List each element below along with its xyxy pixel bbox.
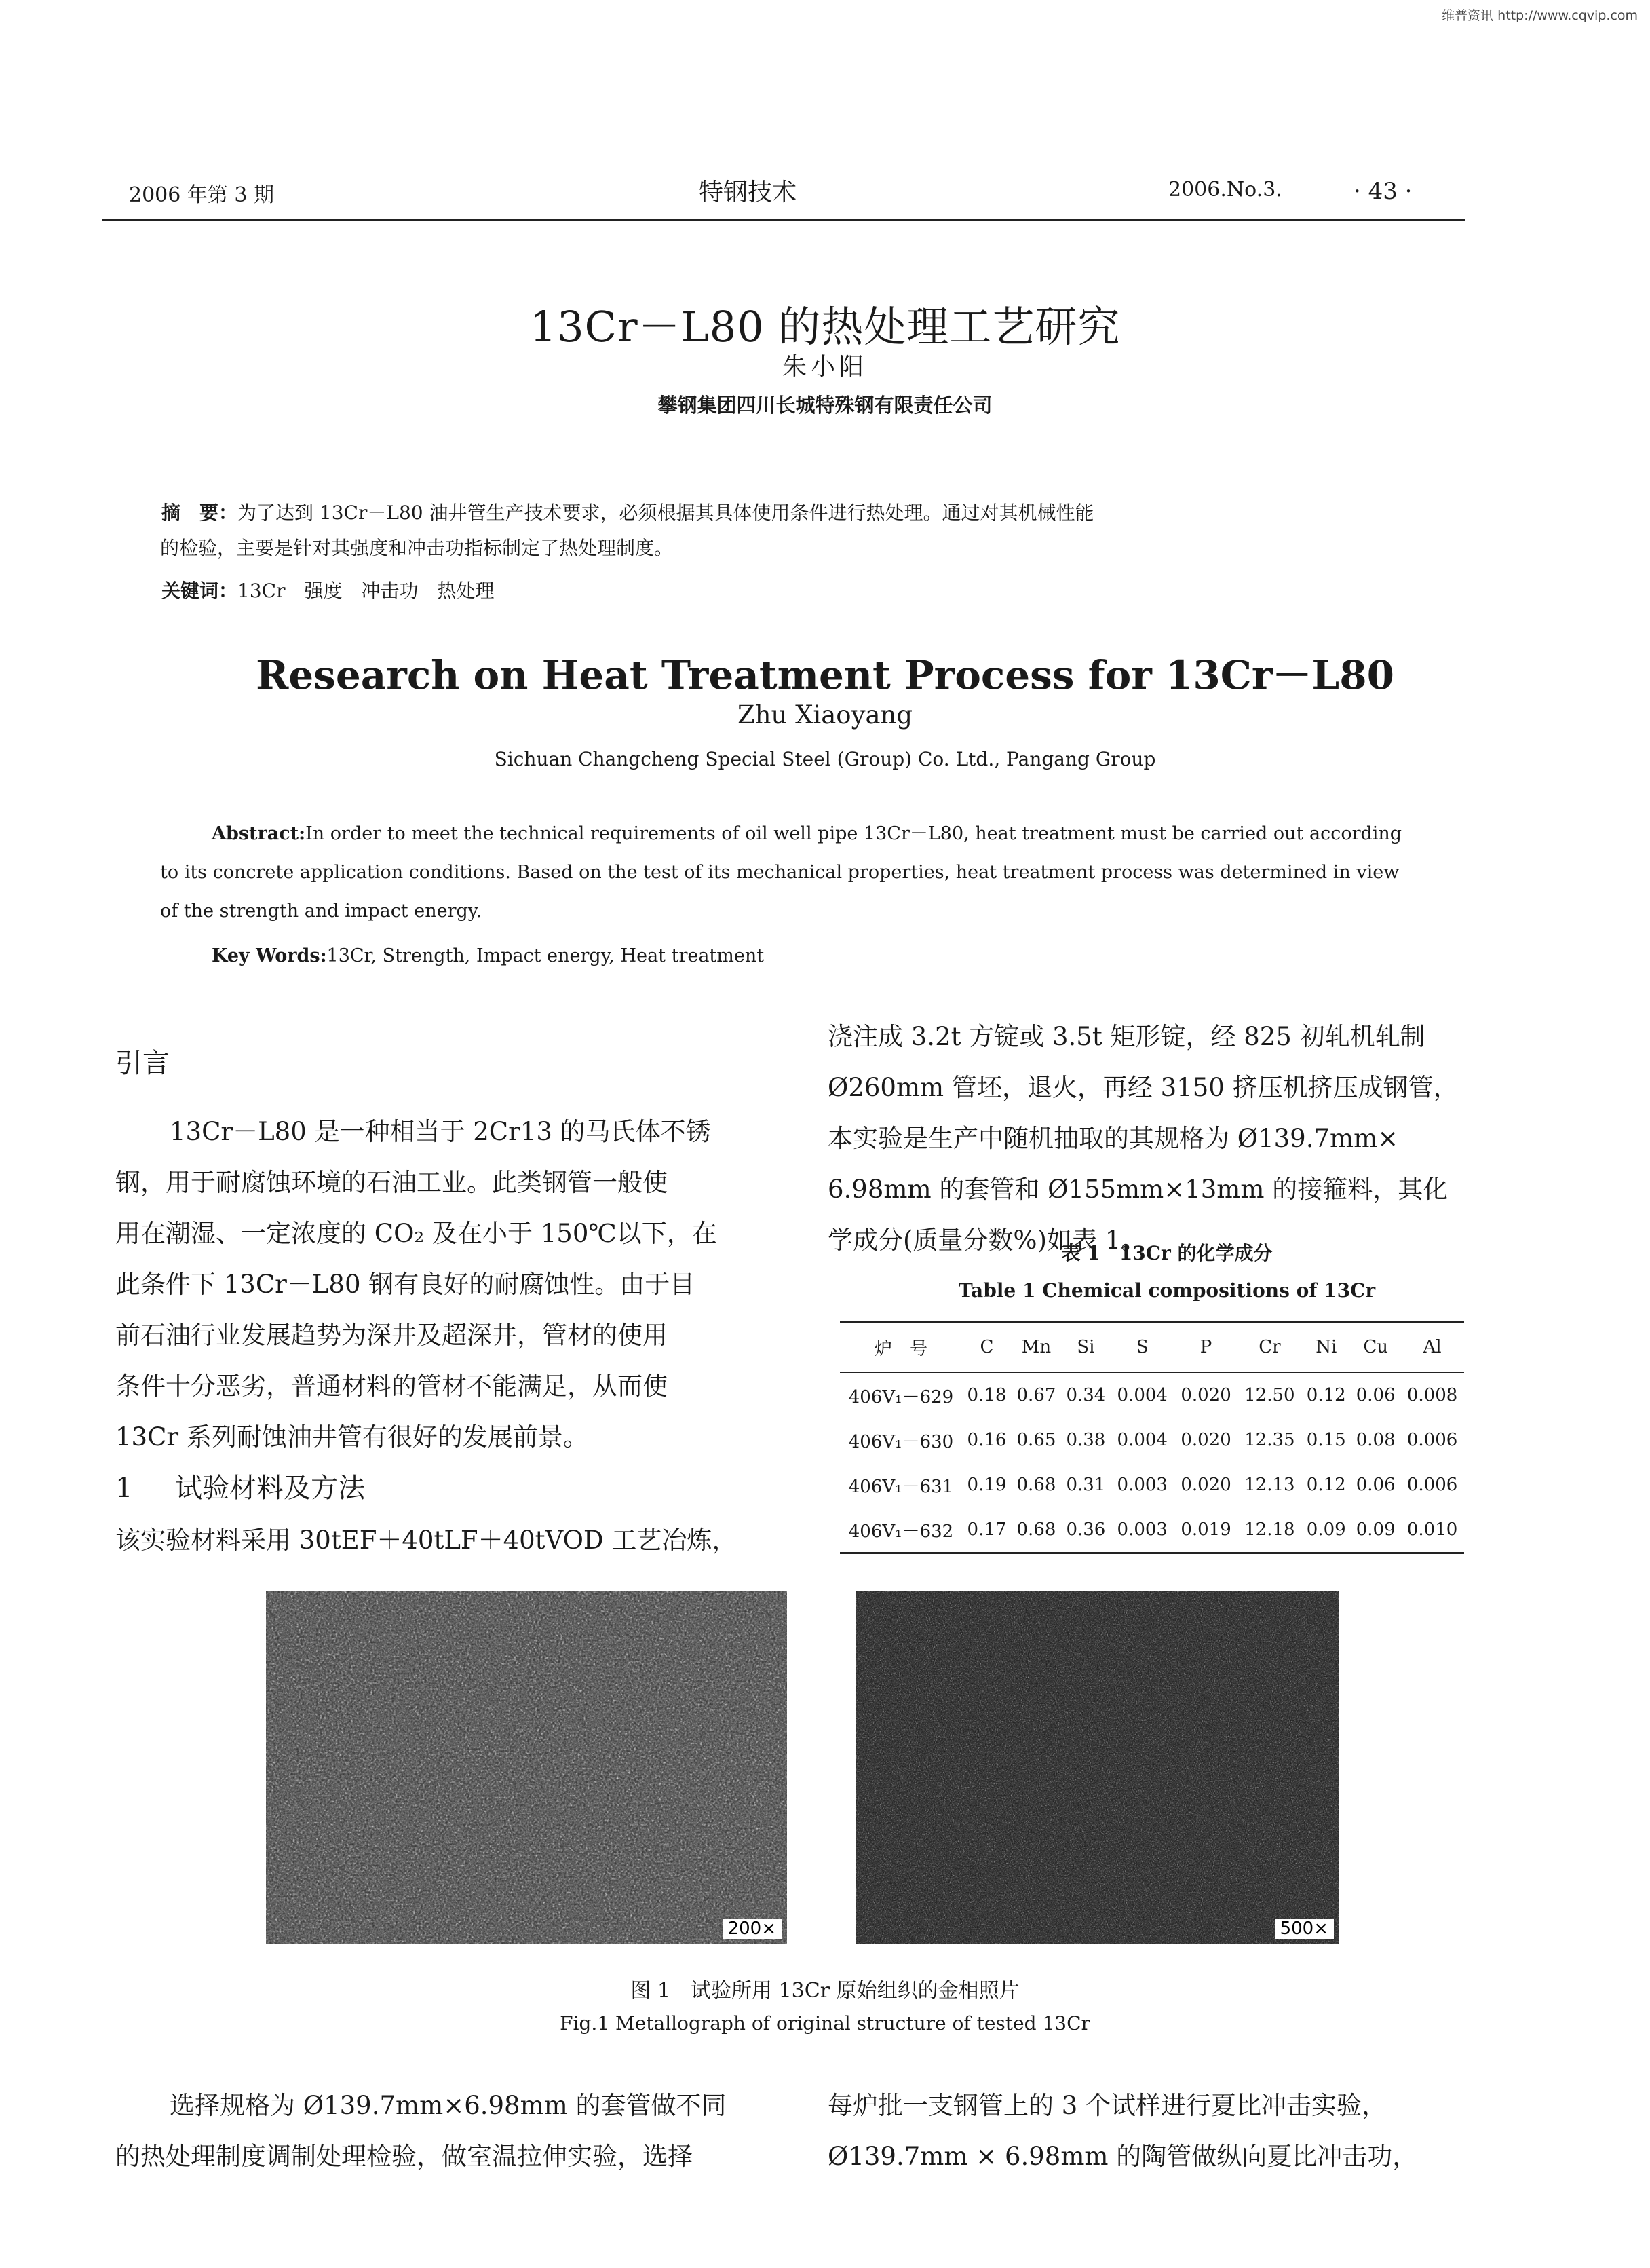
table1 (840, 1321, 1464, 1554)
table-cell: 0.006 (1406, 1430, 1458, 1450)
table-cell: 0.09 (1306, 1519, 1346, 1540)
table-cell: 12.50 (1244, 1385, 1295, 1405)
table-cell: 406V₁－630 (848, 1431, 954, 1452)
table1-header-cell: P (1200, 1337, 1212, 1357)
header-issue-en: 2006.No.3. (1168, 178, 1282, 202)
table1-header-cell: Ni (1316, 1337, 1337, 1357)
keywords-cn-label: 关键词： (161, 580, 238, 602)
table1-header-cell: Si (1077, 1337, 1095, 1357)
table-cell: 0.15 (1306, 1430, 1346, 1450)
table-cell: 0.16 (967, 1430, 1007, 1450)
abstract-en-line1 (212, 814, 1433, 853)
right-col-line: Ø260mm 管坯，退火，再经 3150 挤压机挤压成钢管， (828, 1073, 1459, 1102)
abstract-cn-label: 摘 要： (161, 502, 238, 524)
keywords-cn (161, 573, 1444, 608)
table-cell: 0.020 (1181, 1475, 1231, 1495)
table-row (840, 1462, 1464, 1507)
keywords-en-text: 13Cr, Strength, Impact energy, Heat treatment (326, 945, 765, 966)
bottom-right-line1: 每炉批一支钢管上的 3 个试样进行夏比冲击实验， (828, 2091, 1387, 2120)
abstract-cn-line2: 的检验，主要是针对其强度和冲击功指标制定了热处理制度。 (160, 537, 674, 559)
table-cell: 0.38 (1066, 1430, 1106, 1450)
abstract-en-line3: of the strength and impact energy. (160, 901, 482, 922)
table-cell: 406V₁－632 (848, 1521, 954, 1542)
intro-line: 钢，用于耐腐蚀环境的石油工业。此类钢管一般使 (115, 1168, 668, 1197)
header-journal: 特钢技术 (699, 178, 797, 206)
intro-heading: 引言 (115, 1048, 170, 1079)
figure1-caption-cn: 图 1 试验所用 13Cr 原始组织的金相照片 (630, 1979, 1020, 2003)
table-cell: 0.09 (1356, 1519, 1396, 1540)
table-cell: 0.004 (1117, 1430, 1168, 1450)
table-cell: 0.68 (1016, 1475, 1056, 1495)
table-cell: 0.003 (1117, 1519, 1168, 1540)
section1-title: 试验材料及方法 (175, 1473, 366, 1504)
abstract-en-text1: In order to meet the technical requirements of oil well pipe 13Cr－L80, heat treatment must be carried out according (305, 823, 1402, 844)
table-cell: 0.12 (1306, 1475, 1346, 1495)
table-cell: 0.019 (1181, 1519, 1231, 1540)
section1-number: 1 (115, 1473, 133, 1504)
table1-header-cell: Mn (1021, 1337, 1052, 1357)
intro-line: 此条件下 13Cr－L80 钢有良好的耐腐蚀性。由于目 (115, 1270, 695, 1299)
intro-line: 用在潮湿、一定浓度的 CO₂ 及在小于 150℃以下，在 (115, 1219, 717, 1248)
right-col-line: 6.98mm 的套管和 Ø155mm×13mm 的接箍料，其化 (828, 1175, 1448, 1204)
table-cell: 406V₁－631 (848, 1476, 954, 1497)
table-cell: 12.18 (1244, 1519, 1295, 1540)
table-cell: 0.003 (1117, 1475, 1168, 1495)
table-row (840, 1372, 1464, 1418)
table1-header-cell: Cr (1259, 1337, 1281, 1357)
abstract-en-label: Abstract: (212, 823, 306, 844)
table-cell: 0.08 (1356, 1430, 1396, 1450)
table-cell: 0.34 (1066, 1385, 1106, 1405)
table1-header-row (840, 1323, 1464, 1372)
header-page-number: · 43 · (1354, 178, 1413, 205)
micrograph-500x-texture (856, 1591, 1339, 1944)
table-cell: 0.004 (1117, 1385, 1168, 1405)
table1-grid (840, 1323, 1464, 1552)
abstract-cn-text1: 为了达到 13Cr－L80 油井管生产技术要求，必须根据其具体使用条件进行热处理。通过对其机械性能 (237, 502, 1094, 524)
author-en: Zhu Xiaoyang (737, 700, 913, 730)
bottom-left-line1: 选择规格为 Ø139.7mm×6.98mm 的套管做不同 (170, 2091, 727, 2120)
table1-caption-cn: 表 1 13Cr 的化学成分 (1061, 1242, 1273, 1264)
bottom-right-line2: Ø139.7mm × 6.98mm 的陶管做纵向夏比冲击功， (828, 2142, 1418, 2171)
table-row (840, 1418, 1464, 1462)
table-cell: 0.020 (1181, 1385, 1231, 1405)
affiliation-cn: 攀钢集团四川长城特殊钢有限责任公司 (657, 394, 993, 417)
table1-caption-en: Table 1 Chemical compositions of 13Cr (958, 1279, 1376, 1302)
table-cell: 0.12 (1306, 1385, 1346, 1405)
keywords-en-label: Key Words: (212, 945, 327, 966)
header-rule (102, 219, 1465, 221)
title-cn: 13Cr－L80 的热处理工艺研究 (529, 302, 1121, 352)
keywords-en (212, 937, 1487, 975)
right-col-line: 本实验是生产中随机抽取的其规格为 Ø139.7mm× (828, 1124, 1399, 1153)
keywords-cn-text: 13Cr 强度 冲击功 热处理 (237, 580, 495, 602)
intro-line: 13Cr－L80 是一种相当于 2Cr13 的马氏体不锈 (170, 1117, 711, 1146)
table-cell: 0.06 (1356, 1385, 1396, 1405)
section1-line: 该实验材料采用 30tEF＋40tLF＋40tVOD 工艺冶炼， (115, 1526, 737, 1555)
table-cell: 0.36 (1066, 1519, 1106, 1540)
watermark: 维普资讯 http://www.cqvip.com (1442, 8, 1638, 23)
abstract-en-line2: to its concrete application conditions. Based on the test of its mechanical properties, heat treatment process was determined in view (160, 862, 1400, 883)
figure1-caption-en: Fig.1 Metallograph of original structure of tested 13Cr (560, 2012, 1090, 2035)
table1-header-cell: 炉 号 (874, 1338, 927, 1359)
table-cell: 0.020 (1181, 1430, 1231, 1450)
intro-line: 13Cr 系列耐蚀油井管有很好的发展前景。 (115, 1422, 588, 1452)
table-cell: 0.010 (1406, 1519, 1458, 1540)
right-col-line: 学成分(质量分数%)如表 1。 (828, 1226, 1147, 1255)
intro-line: 条件十分恶劣，普通材料的管材不能满足，从而使 (115, 1372, 668, 1401)
micrograph-200x-texture (266, 1591, 787, 1944)
table-cell: 0.68 (1016, 1519, 1056, 1540)
table1-header-cell: S (1136, 1337, 1149, 1357)
table-cell: 0.67 (1016, 1385, 1056, 1405)
table-cell: 12.13 (1244, 1475, 1295, 1495)
table-row (840, 1507, 1464, 1552)
table1-header-cell: Al (1423, 1337, 1442, 1357)
header-issue-cn: 2006 年第 3 期 (129, 183, 275, 207)
table-cell: 0.18 (967, 1385, 1007, 1405)
bottom-left-line2: 的热处理制度调制处理检验，做室温拉伸实验，选择 (115, 2142, 693, 2171)
table-cell: 0.06 (1356, 1475, 1396, 1495)
right-col-line: 浇注成 3.2t 方锭或 3.5t 矩形锭，经 825 初轧机轧制 (828, 1022, 1425, 1051)
scale-label-200x: 200× (723, 1919, 782, 1939)
title-en: Research on Heat Treatment Process for 13Cr－L80 (256, 652, 1394, 698)
table-cell: 0.008 (1406, 1385, 1458, 1405)
table-cell: 0.19 (967, 1475, 1007, 1495)
table1-header-cell: C (980, 1337, 994, 1357)
micrograph-200x (266, 1591, 787, 1944)
scale-label-500x: 500× (1275, 1919, 1334, 1939)
abstract-cn-line1 (161, 495, 1444, 530)
table-cell: 0.65 (1016, 1430, 1056, 1450)
table-cell: 12.35 (1244, 1430, 1295, 1450)
author-cn: 朱小阳 (782, 353, 868, 381)
table-cell: 0.17 (967, 1519, 1007, 1540)
table-cell: 0.006 (1406, 1475, 1458, 1495)
table-cell: 0.31 (1066, 1475, 1106, 1495)
intro-line: 前石油行业发展趋势为深井及超深井，管材的使用 (115, 1321, 668, 1350)
affiliation-en: Sichuan Changcheng Special Steel (Group) Co. Ltd., Pangang Group (494, 748, 1156, 770)
table-cell: 406V₁－629 (848, 1386, 954, 1407)
table1-header-cell: Cu (1363, 1337, 1388, 1357)
micrograph-500x (856, 1591, 1339, 1944)
